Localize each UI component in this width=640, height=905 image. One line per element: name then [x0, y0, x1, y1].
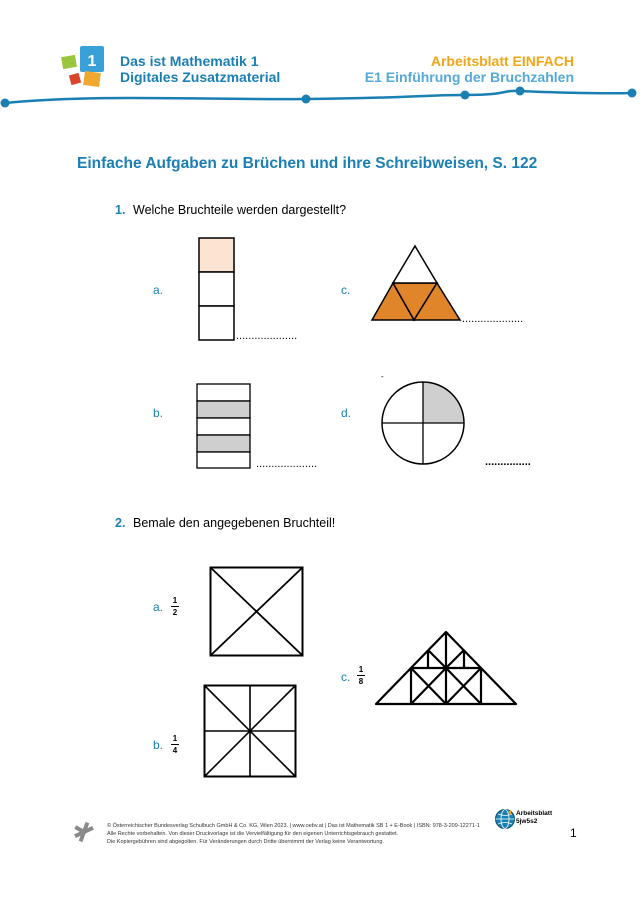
footer-line-1: © Österreichischer Bundesverlag Schulbuch GmbH & Co. KG, Wien 2023. | www.oebv.at | Das ist Mathematik SB 1 + E-Book | ISBN: 978-3-209-12271-1 [107, 823, 480, 829]
book-subtitle: Digitales Zusatzmaterial [120, 69, 281, 85]
task-2-text: Bemale den angegebenen Bruchteil! [133, 516, 336, 530]
page-title: Einfache Aufgaben zu Brüchen und ihre Schreibweisen, S. 122 [77, 155, 538, 172]
answer-line-d[interactable]: ............... [485, 456, 531, 468]
task-1-number: 1. [115, 203, 126, 217]
web-badge[interactable] [516, 810, 552, 826]
task-1-label-d: d. [341, 406, 352, 420]
task-2-number: 2. [115, 516, 126, 530]
small-dash: - [381, 372, 384, 381]
fraction-b [171, 734, 179, 755]
task-1-label-b: b. [153, 406, 164, 420]
fraction-b-denominator: 4 [172, 746, 178, 755]
answer-line-b[interactable]: .................... [256, 458, 318, 470]
page-number: 1 [570, 826, 577, 840]
badge-title: Arbeitsblatt [516, 810, 553, 817]
task-1c-figure [370, 244, 462, 322]
answer-line-a[interactable]: .................... [236, 330, 298, 342]
book-title: Das ist Mathematik 1 [120, 53, 259, 69]
task-2b-square[interactable] [203, 684, 297, 778]
task-1-text: Welche Bruchteile werden dargestellt? [133, 203, 347, 217]
task-2-label-b: b. [153, 738, 164, 752]
footer-line-2: Alle Rechte vorbehalten. Von dieser Druckvorlage ist die Vervielfältigung für den eigenen Unterrichtsgebrauch gestattet. [107, 831, 399, 837]
badge-code: 5jw5s2 [516, 818, 538, 825]
sheet-level: Arbeitsblatt EINFACH [430, 53, 574, 69]
task-1-heading [115, 203, 346, 217]
task-2-heading [115, 516, 335, 530]
fraction-a-denominator: 2 [172, 608, 178, 617]
globe-icon [494, 808, 516, 830]
fraction-b-numerator: 1 [172, 734, 178, 743]
task-1a-figure [198, 237, 236, 341]
answer-line-c[interactable]: .................... [462, 313, 524, 325]
task-2c-triangle[interactable] [373, 628, 519, 708]
task-1b-figure [196, 383, 252, 469]
task-1-label-c: c. [341, 283, 351, 297]
task-2-label-a: a. [153, 600, 164, 614]
footer-legal [107, 822, 497, 846]
task-2a-square[interactable] [209, 566, 305, 658]
task-1d-figure [380, 380, 466, 466]
fraction-c-denominator: 8 [358, 677, 364, 686]
logo-number: 1 [87, 53, 97, 70]
footer-line-3: Die Kopiergebühren sind abgegolten. Für Veränderungen durch Dritte übernimmt der Verlag keine Verantwortung. [107, 839, 385, 845]
fraction-a [171, 596, 179, 617]
header-sheet [365, 53, 574, 85]
publisher-logo-icon [72, 820, 96, 844]
fraction-a-numerator: 1 [172, 596, 178, 605]
fraction-c [357, 665, 365, 686]
header-book [120, 53, 280, 85]
header-divider [0, 82, 640, 112]
sheet-topic: E1 Einführung der Bruchzahlen [364, 69, 574, 85]
task-1-label-a: a. [153, 283, 164, 297]
fraction-c-numerator: 1 [358, 665, 364, 674]
task-2-label-c: c. [341, 670, 351, 684]
